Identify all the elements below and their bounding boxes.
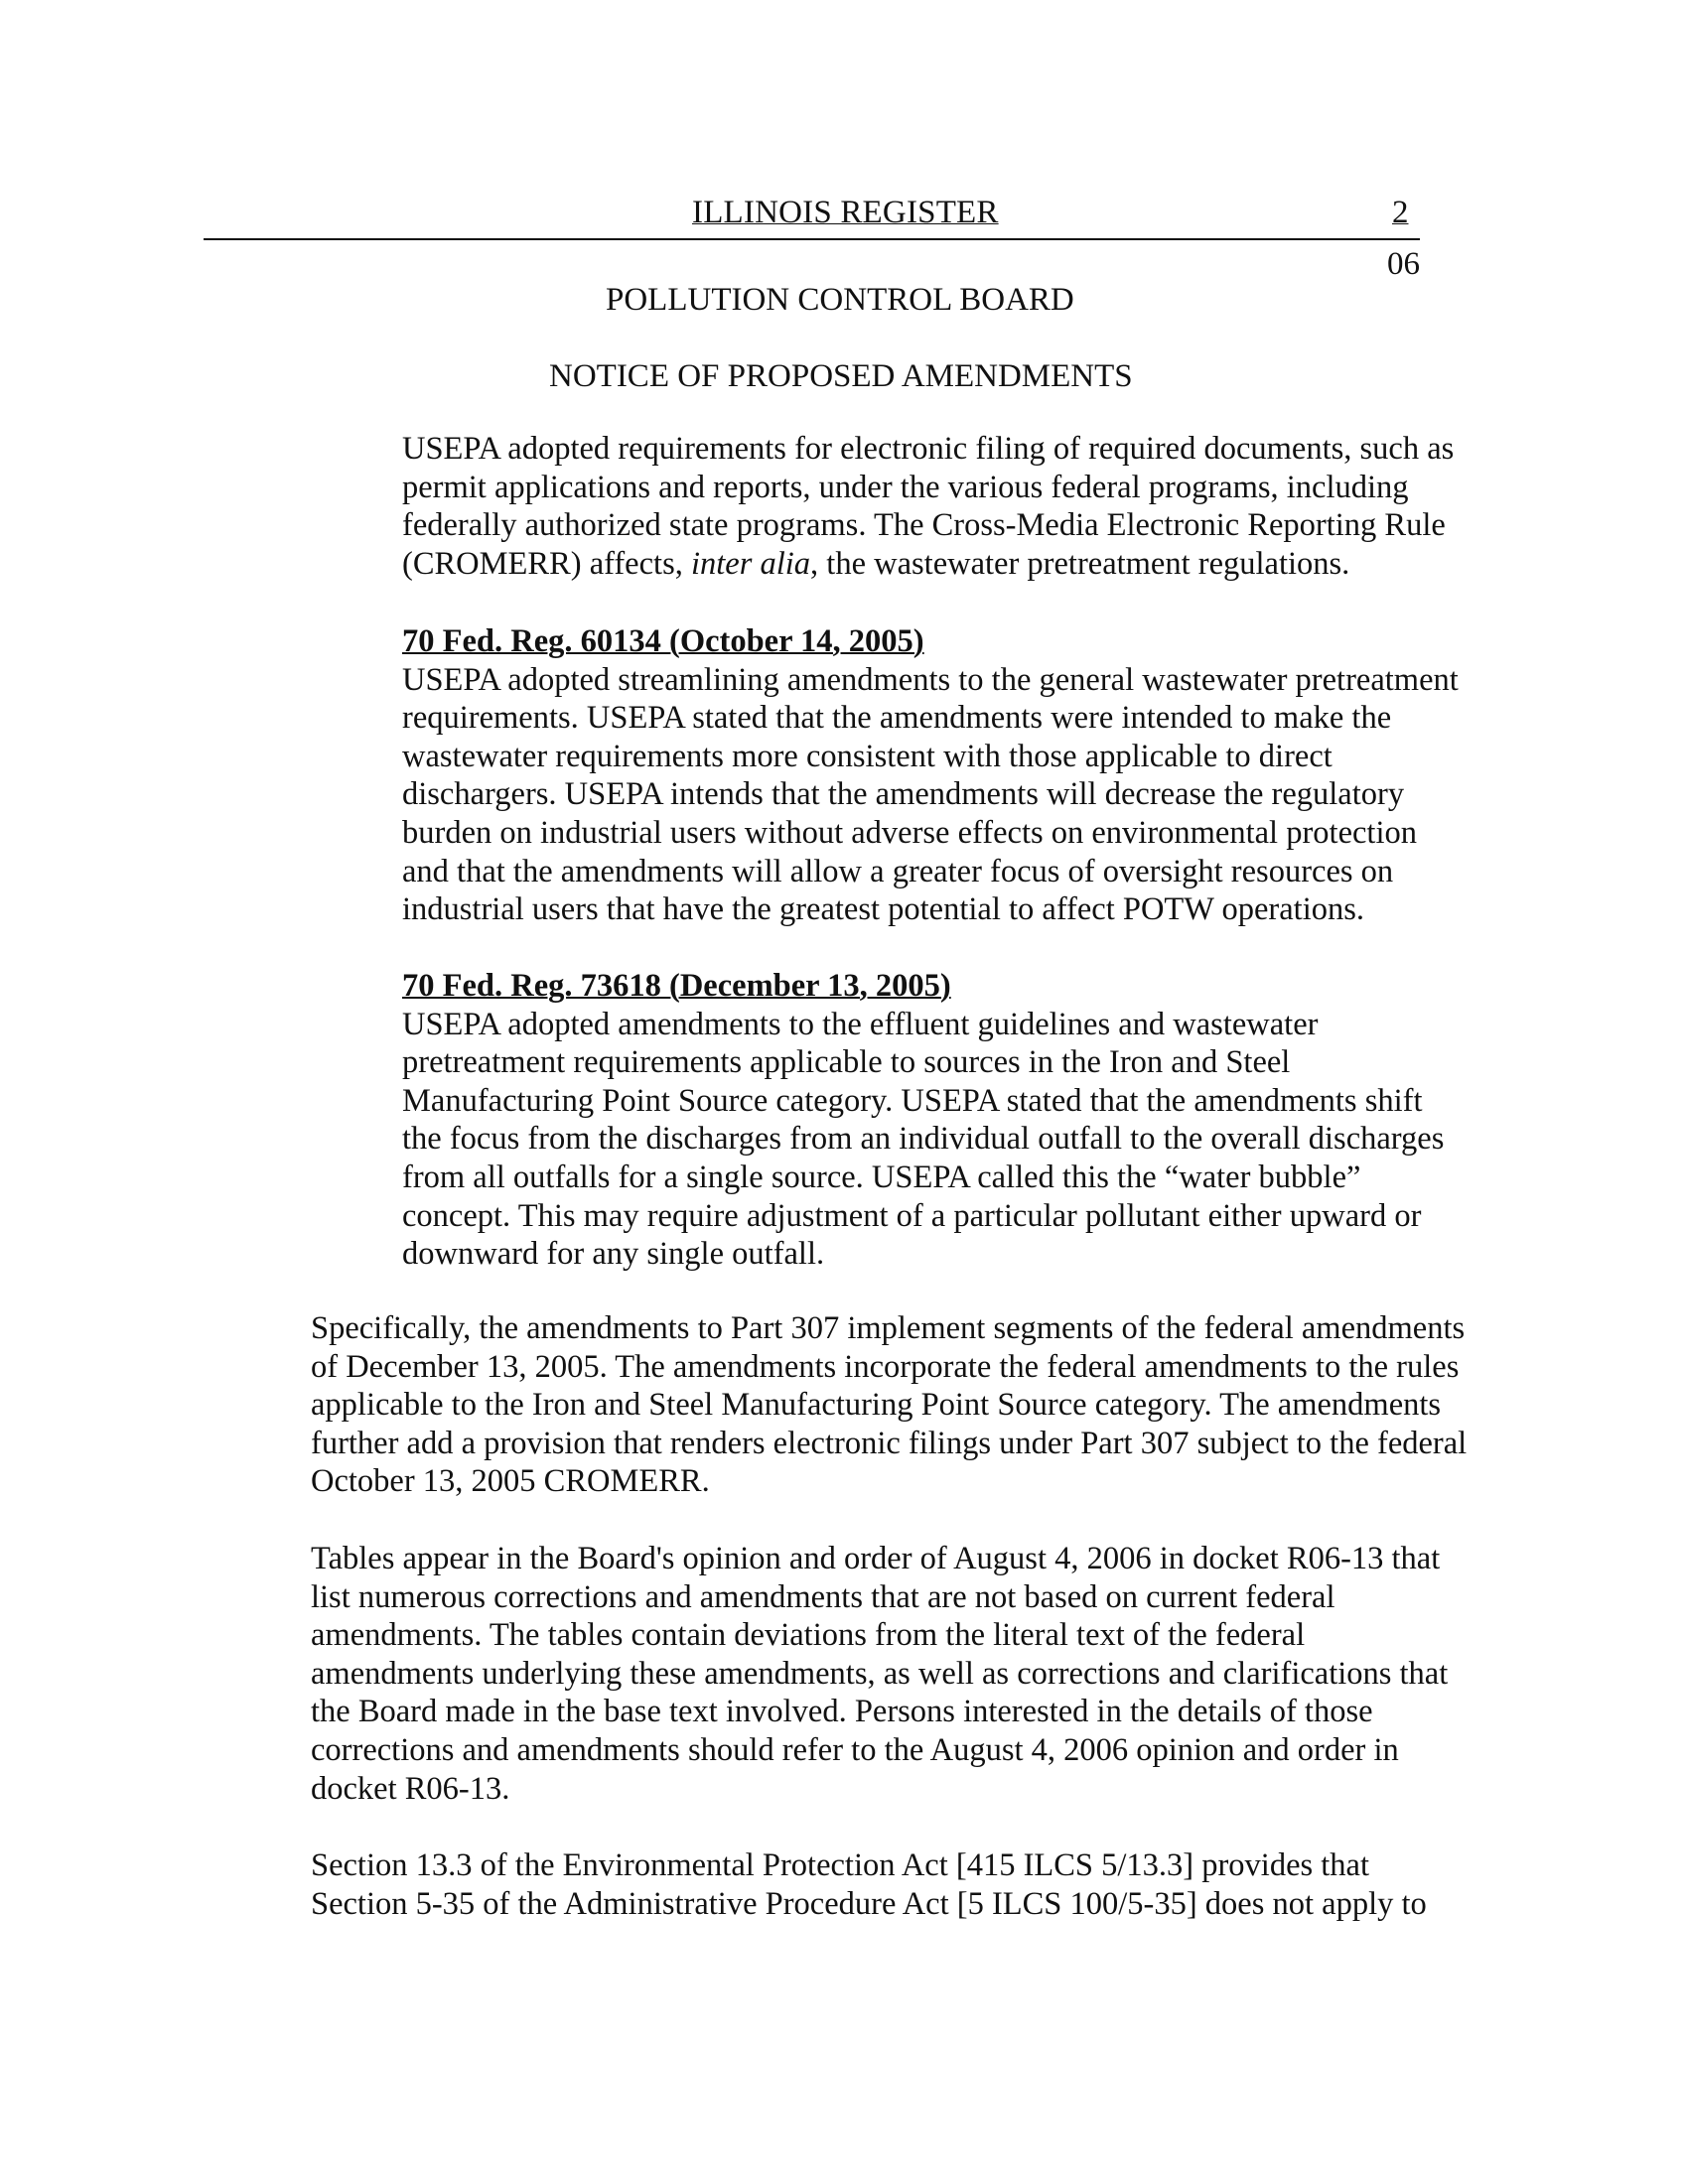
register-title: ILLINOIS REGISTER xyxy=(692,195,999,230)
paragraph-line: USEPA adopted requirements for electronic filing of required documents, such as xyxy=(402,431,1455,467)
paragraph-line: downward for any single outfall. xyxy=(402,1236,825,1273)
section13-paragraph xyxy=(311,1846,1438,1923)
paragraph-line xyxy=(402,545,1435,584)
volume-number: 06 xyxy=(1387,246,1420,282)
paragraph-line: docket R06-13. xyxy=(311,1770,510,1807)
notice-type-heading: NOTICE OF PROPOSED AMENDMENTS xyxy=(549,358,1133,394)
paragraph-line: amendments. The tables contain deviations from the literal text of the federal xyxy=(311,1617,1306,1654)
paragraph-line: Tables appear in the Board's opinion and order of August 4, 2006 in docket R06-13 that xyxy=(311,1541,1441,1576)
line-text: , the wastewater pretreatment regulations. xyxy=(810,545,1350,582)
page-number: 2 xyxy=(1392,195,1409,230)
agency-heading: POLLUTION CONTROL BOARD xyxy=(606,282,1074,318)
paragraph-line: Section 13.3 of the Environmental Protection Act [415 ILCS 5/13.3] provides that xyxy=(311,1847,1370,1883)
paragraph-line: industrial users that have the greatest potential to affect POTW operations. xyxy=(402,891,1365,928)
paragraph-line: applicable to the Iron and Steel Manufacturing Point Source category. The amendments xyxy=(311,1387,1442,1424)
section-73618 xyxy=(402,967,1445,1274)
paragraph-line: concept. This may require adjustment of a particular pollutant either upward or xyxy=(402,1197,1422,1234)
paragraph-line: list numerous corrections and amendments that are not based on current federal xyxy=(311,1578,1335,1615)
cromerr-paragraph xyxy=(402,430,1455,583)
paragraph-line: and that the amendments will allow a greater focus of oversight resources on xyxy=(402,853,1394,889)
paragraph-line: from all outfalls for a single source. USEPA called this the “water bubble” xyxy=(402,1159,1361,1195)
paragraph-line: the focus from the discharges from an individual outfall to the overall discharges xyxy=(402,1121,1445,1158)
paragraph-line: Specifically, the amendments to Part 307 implement segments of the federal amendments xyxy=(311,1310,1466,1346)
paragraph-line: further add a provision that renders electronic filings under Part 307 subject to the federal xyxy=(311,1425,1468,1461)
latin-phrase: inter alia xyxy=(690,545,811,582)
tables-paragraph xyxy=(311,1540,1449,1808)
paragraph-line: requirements. USEPA stated that the amendments were intended to make the xyxy=(402,700,1392,737)
header-rule xyxy=(204,238,1420,240)
paragraph-line: of December 13, 2005. The amendments incorporate the federal amendments to the rules xyxy=(311,1348,1460,1385)
paragraph-line: permit applications and reports, under the various federal programs, including xyxy=(402,469,1409,505)
fed-reg-citation: 70 Fed. Reg. 73618 (December 13, 2005) xyxy=(402,968,951,1004)
paragraph-line: dischargers. USEPA intends that the amendments will decrease the regulatory xyxy=(402,776,1405,813)
fed-reg-citation: 70 Fed. Reg. 60134 (October 14, 2005) xyxy=(402,623,924,659)
section-60134 xyxy=(402,622,1459,929)
paragraph-line: the Board made in the base text involved. Persons interested in the details of those xyxy=(311,1694,1373,1730)
paragraph-line: USEPA adopted amendments to the effluent guidelines and wastewater xyxy=(402,1006,1319,1042)
paragraph-line: Section 5-35 of the Administrative Procedure Act [5 ILCS 100/5-35] does not apply to xyxy=(311,1885,1427,1922)
paragraph-line: Manufacturing Point Source category. USEPA stated that the amendments shift xyxy=(402,1082,1423,1119)
line-text: (CROMERR) affects, xyxy=(402,545,691,582)
paragraph-line: October 13, 2005 CROMERR. xyxy=(311,1463,710,1500)
paragraph-line: burden on industrial users without adverse effects on environmental protection xyxy=(402,814,1417,851)
paragraph-line: amendments underlying these amendments, as well as corrections and clarifications that xyxy=(311,1655,1449,1692)
paragraph-line: USEPA adopted streamlining amendments to the general wastewater pretreatment xyxy=(402,661,1459,698)
paragraph-line: wastewater requirements more consistent with those applicable to direct xyxy=(402,738,1333,774)
paragraph-line: corrections and amendments should refer to the August 4, 2006 opinion and order in xyxy=(311,1731,1399,1768)
paragraph-line: pretreatment requirements applicable to sources in the Iron and Steel xyxy=(402,1044,1291,1081)
specifically-paragraph xyxy=(311,1309,1468,1501)
paragraph-line: federally authorized state programs. The Cross-Media Electronic Reporting Rule xyxy=(402,507,1446,544)
